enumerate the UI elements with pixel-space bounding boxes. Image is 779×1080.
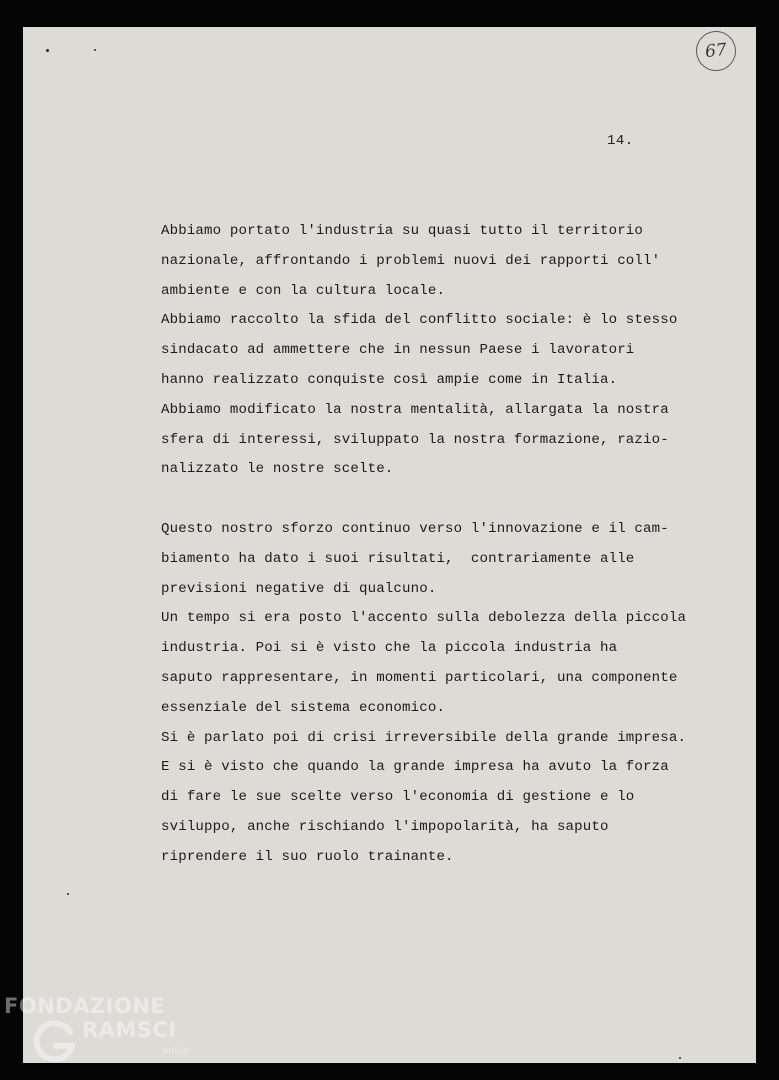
page-number: 14. [607, 133, 634, 149]
text-line: riprendere il suo ruolo trainante. [161, 848, 454, 865]
text-line: nalizzato le nostre scelte. [161, 461, 394, 478]
watermark-subtitle: RAMSCI [82, 1018, 177, 1042]
text-line: previsioni negative di qualcuno. [161, 580, 437, 597]
text-line: di fare le sue scelte verso l'economia di gestione e lo [161, 789, 635, 806]
paragraph-1 [161, 217, 721, 485]
text-line: Abbiamo raccolto la sfida del conflitto sociale: è lo stesso [161, 312, 678, 329]
text-line: biamento ha dato i suoi risultati, contrariamente alle [161, 550, 635, 567]
paper-speck [67, 893, 69, 895]
text-line: sfera di interessi, sviluppato la nostra formazione, razio- [161, 431, 669, 448]
text-line: industria. Poi si è visto che la piccola industria ha [161, 640, 618, 657]
text-line: saputo rappresentare, in momenti particolari, una componente [161, 669, 678, 686]
archive-stamp-number: 67 [704, 39, 728, 63]
paper-speck [679, 1057, 681, 1059]
text-line: Si è parlato poi di crisi irreversibile della grande impresa. [161, 729, 687, 746]
text-line: Abbiamo portato l'industria su quasi tutto il territorio [161, 223, 644, 239]
text-line: Questo nostro sforzo continuo verso l'innovazione e il cam- [161, 521, 669, 537]
text-line: Un tempo si era posto l'accento sulla debolezza della piccola [161, 610, 687, 627]
paragraph-2 [161, 515, 721, 873]
gramsci-g-logo-icon [30, 1018, 78, 1066]
fondazione-gramsci-watermark [4, 994, 204, 1074]
watermark-suffix: onlus [162, 1046, 189, 1057]
watermark-title: FONDAZIONE [4, 994, 166, 1018]
text-line: sviluppo, anche rischiando l'impopolarità, ha saputo [161, 818, 609, 835]
text-line: sindacato ad ammettere che in nessun Paese i lavoratori [161, 342, 635, 359]
text-line: ambiente e con la cultura locale. [161, 282, 446, 299]
paper-speck [94, 49, 96, 51]
text-line: E si è visto che quando la grande impresa ha avuto la forza [161, 759, 669, 776]
text-line: hanno realizzato conquiste così ampie come in Italia. [161, 371, 618, 388]
paper-speck [46, 49, 49, 52]
text-line: nazionale, affrontando i problemi nuovi dei rapporti coll' [161, 252, 661, 269]
text-line: Abbiamo modificato la nostra mentalità, allargata la nostra [161, 401, 669, 418]
text-line: essenziale del sistema economico. [161, 699, 446, 716]
